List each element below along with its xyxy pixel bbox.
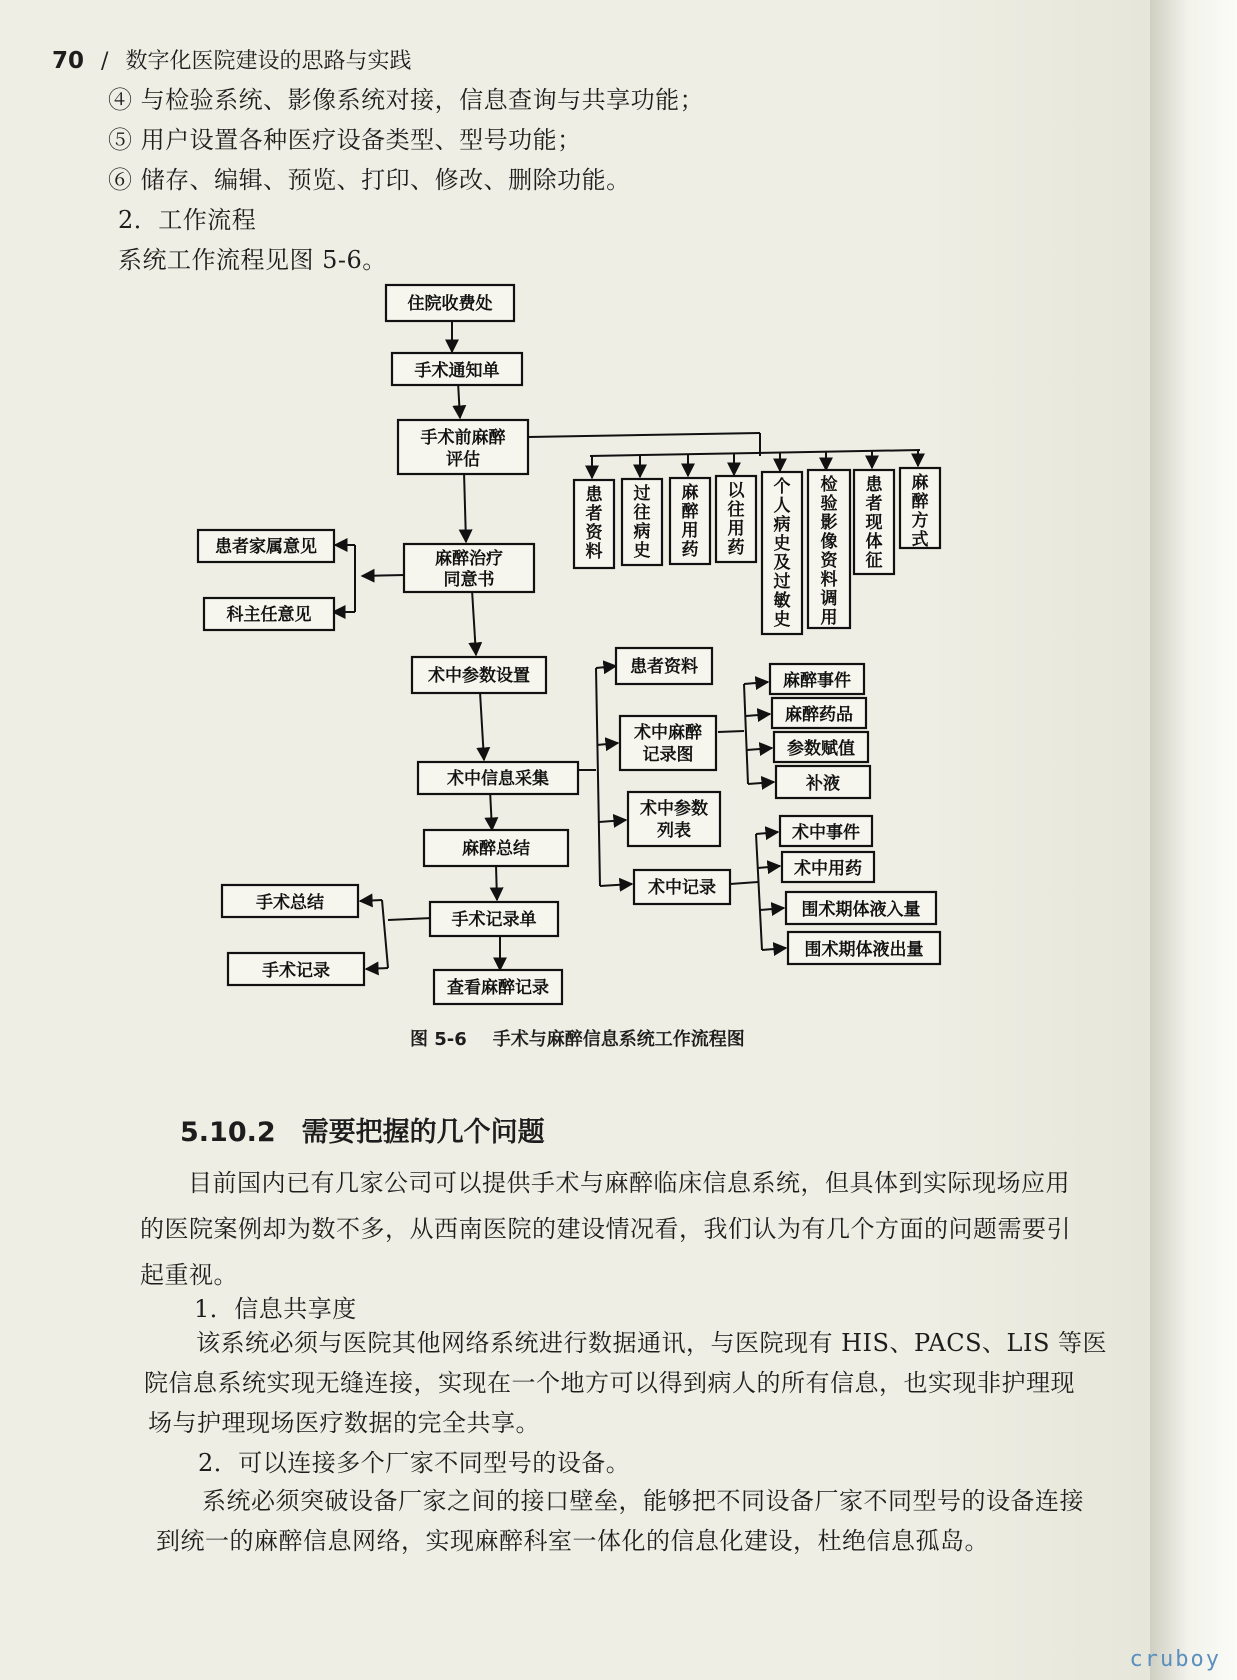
section-title: 需要把握的几个问题 bbox=[301, 1117, 545, 1148]
node-assessment-item: 患者现体征 bbox=[865, 475, 883, 571]
figure-title: 手术与麻醉信息系统工作流程图 bbox=[492, 1029, 745, 1050]
node-assessment-item: 过往病史 bbox=[633, 484, 651, 561]
node-assessment-item: 麻醉用药 bbox=[681, 483, 699, 560]
node-consent-2: 同意书 bbox=[443, 570, 495, 590]
node-assessment-item: 以往用药 bbox=[727, 481, 745, 558]
node-patient-info: 患者资料 bbox=[630, 657, 698, 677]
body-line: 院信息系统实现无缝连接，实现在一个地方可以得到病人的所有信息，也实现非护理现 bbox=[144, 1369, 1075, 1397]
page-number: 70 bbox=[52, 48, 85, 74]
figure-caption bbox=[410, 1025, 745, 1051]
node-record-chart-2: 记录图 bbox=[642, 745, 694, 765]
node-record-chart-1: 术中麻醉 bbox=[634, 723, 702, 743]
body-heading: 2．可以连接多个厂家不同型号的设备。 bbox=[198, 1449, 631, 1477]
node-intraop-record: 术中记录 bbox=[648, 878, 716, 898]
header-separator: / bbox=[101, 49, 109, 74]
node-anesthesia-event: 麻醉事件 bbox=[783, 671, 851, 691]
node-surgery-summary: 手术总结 bbox=[256, 893, 324, 913]
body-line: 到统一的麻醉信息网络，实现麻醉科室一体化的信息化建设，杜绝信息孤岛。 bbox=[156, 1527, 989, 1555]
node-param-list-2: 列表 bbox=[657, 821, 691, 841]
node-assessment-item: 个人病史及过敏史 bbox=[773, 477, 791, 630]
section-number: 5.10.2 bbox=[180, 1117, 276, 1148]
assessment-items bbox=[586, 472, 930, 630]
node-anesthesia-summary: 麻醉总结 bbox=[462, 839, 530, 859]
node-surgery-record: 手术记录 bbox=[262, 961, 330, 981]
figure-number: 图 5-6 bbox=[410, 1029, 467, 1050]
node-surgery-notice: 手术通知单 bbox=[414, 361, 500, 381]
intro-line: ⑥ 储存、编辑、预览、打印、修改、删除功能。 bbox=[108, 166, 631, 194]
body-line: 该系统必须与医院其他网络系统进行数据通讯，与医院现有 HIS、PACS、LIS 等医 bbox=[196, 1329, 1108, 1357]
node-param-list-1: 术中参数 bbox=[640, 799, 708, 819]
body-line: 起重视。 bbox=[140, 1261, 238, 1289]
node-consent-1: 麻醉治疗 bbox=[435, 549, 503, 569]
node-assessment-item: 患者资料 bbox=[585, 485, 603, 562]
node-param-setup: 术中参数设置 bbox=[428, 666, 530, 686]
intro-line: ⑤ 用户设置各种医疗设备类型、型号功能； bbox=[108, 126, 582, 154]
node-param-assign: 参数赋值 bbox=[787, 739, 855, 759]
node-fluid-supplement: 补液 bbox=[806, 774, 840, 794]
node-assessment-item: 麻醉方式 bbox=[911, 473, 929, 550]
node-director-opinion: 科主任意见 bbox=[226, 605, 312, 625]
section-heading bbox=[180, 1110, 545, 1149]
node-info-collection: 术中信息采集 bbox=[447, 769, 549, 789]
body-line: 目前国内已有几家公司可以提供手术与麻醉临床信息系统，但具体到实际现场应用 bbox=[188, 1169, 1070, 1197]
intro-line: ④ 与检验系统、影像系统对接，信息查询与共享功能； bbox=[108, 86, 705, 114]
node-assessment-item: 检验影像资料调用 bbox=[820, 475, 838, 628]
node-family-opinion: 患者家属意见 bbox=[215, 537, 317, 557]
node-intraop-drugs: 术中用药 bbox=[794, 859, 862, 879]
node-intraop-event: 术中事件 bbox=[792, 823, 860, 843]
node-view-anesthesia-record: 查看麻醉记录 bbox=[447, 978, 549, 998]
node-hospital-billing: 住院收费处 bbox=[407, 294, 493, 314]
body-line: 的医院案例却为数不多，从西南医院的建设情况看，我们认为有几个方面的问题需要引 bbox=[140, 1215, 1071, 1243]
body-line: 场与护理现场医疗数据的完全共享。 bbox=[148, 1409, 540, 1437]
node-anesthesia-drugs: 麻醉药品 bbox=[785, 705, 853, 725]
intro-heading: 2．工作流程 bbox=[118, 206, 257, 234]
node-preop-assessment-2: 评估 bbox=[446, 450, 480, 470]
page-edge bbox=[1150, 0, 1237, 1680]
node-preop-assessment-1: 手术前麻醉 bbox=[420, 428, 506, 448]
node-surgery-record-sheet: 手术记录单 bbox=[451, 910, 537, 930]
watermark: cruboy bbox=[1129, 1647, 1221, 1672]
body-heading: 1．信息共享度 bbox=[194, 1295, 357, 1323]
intro-line: 系统工作流程见图 5-6。 bbox=[118, 246, 387, 274]
body-line: 系统必须突破设备厂家之间的接口壁垒，能够把不同设备厂家不同型号的设备连接 bbox=[202, 1487, 1084, 1515]
node-fluid-output: 围术期体液出量 bbox=[804, 940, 924, 960]
book-title: 数字化医院建设的思路与实践 bbox=[125, 49, 412, 74]
node-fluid-intake: 围术期体液入量 bbox=[801, 900, 921, 920]
